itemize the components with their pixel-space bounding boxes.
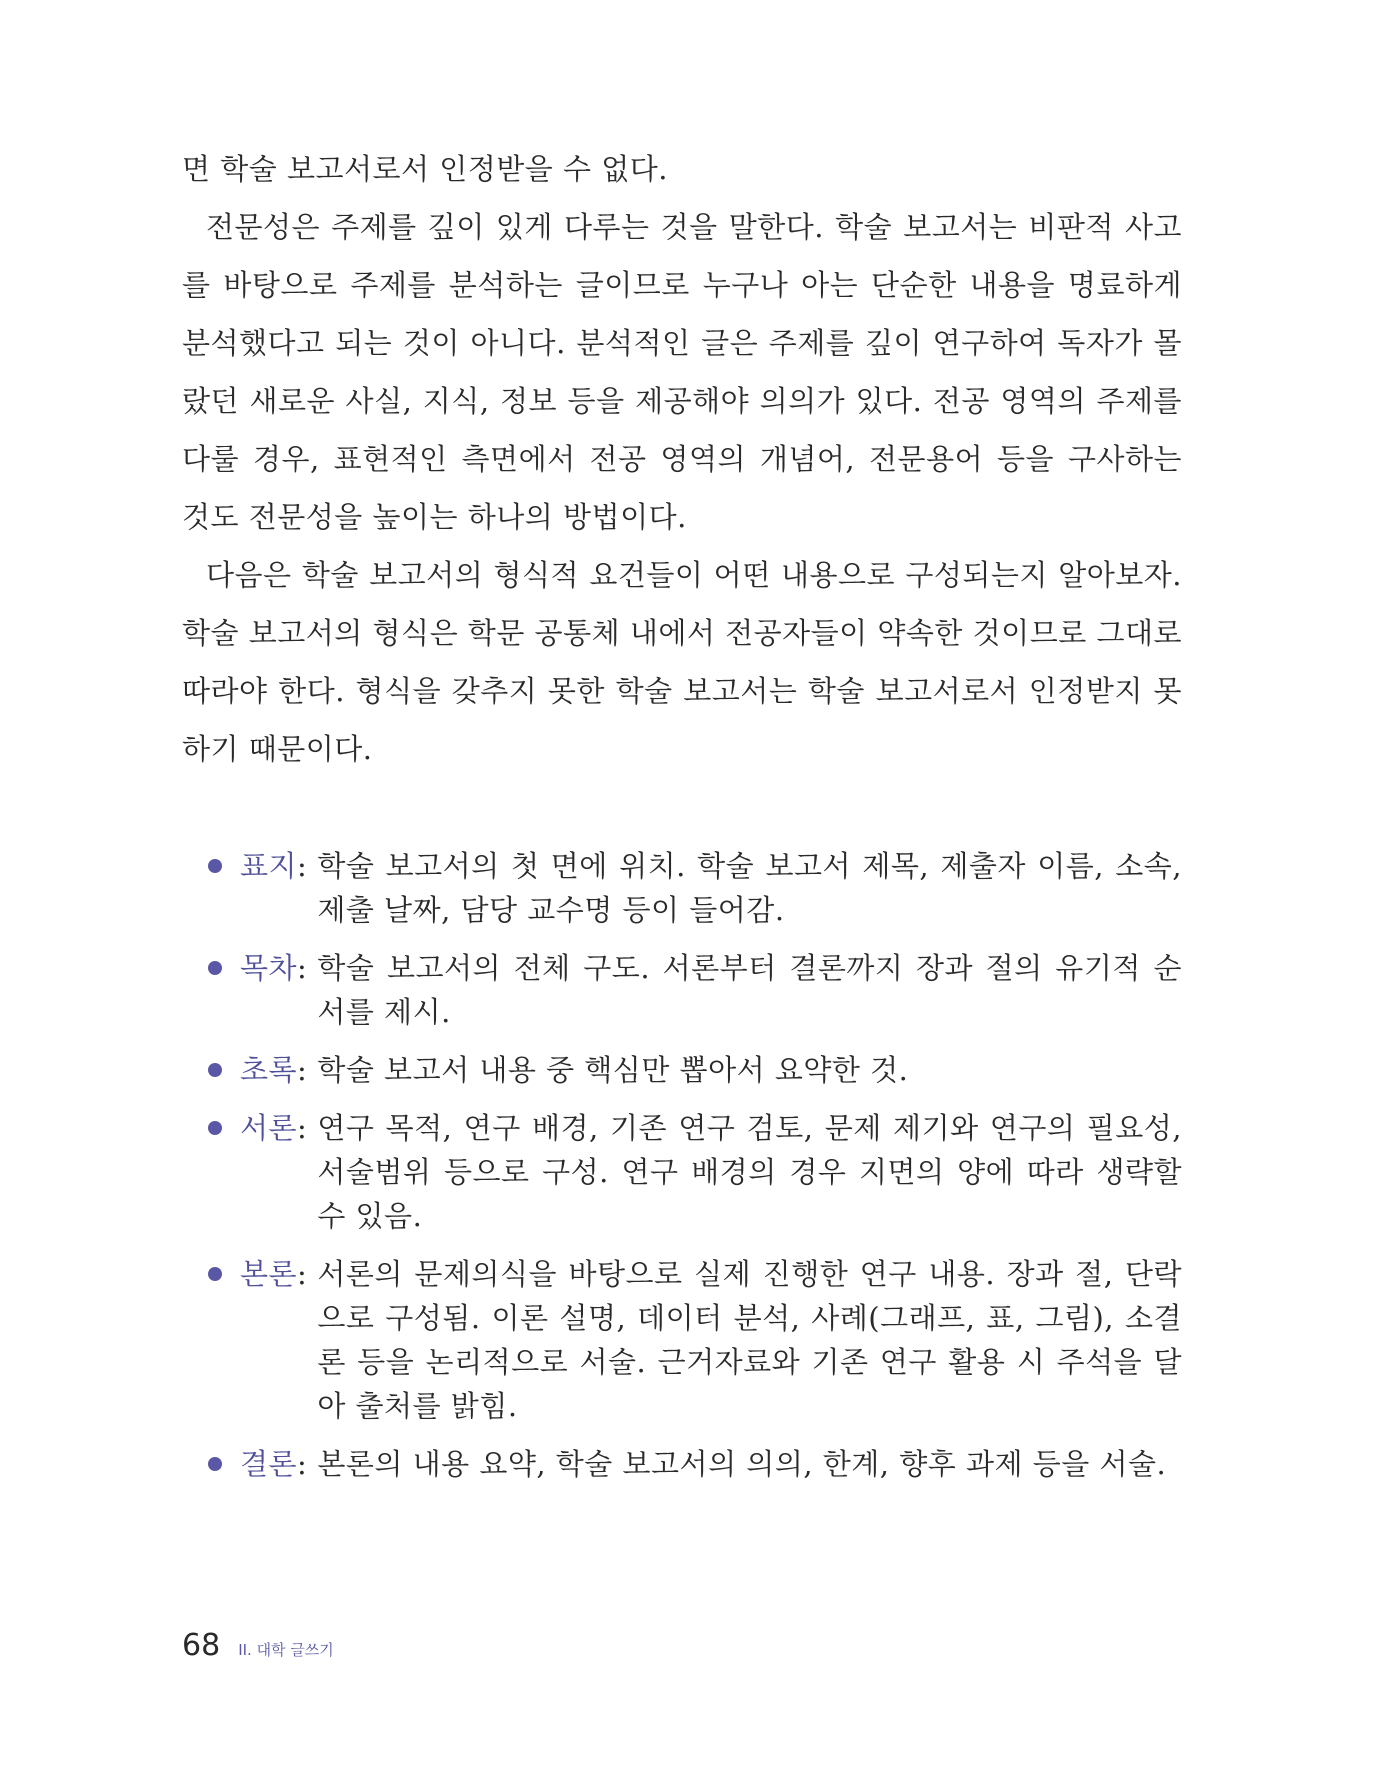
bullet-dot-icon [208,1063,222,1077]
bullet-description: 서론의 문제의식을 바탕으로 실제 진행한 연구 내용. 장과 절, 단락으로 구성됨. 이론 설명, 데이터 분석, 사례(그래프, 표, 그림), 소결론 등을 논리적으로 서술. 근거자료와 기존 연구 활용 시 주석을 달아 출처를 밝힘. [317,1257,1182,1423]
bullet-term: 목차 [240,951,298,985]
bullet-description: 학술 보고서의 전체 구도. 서론부터 결론까지 장과 절의 유기적 순서를 제시. [317,951,1182,1029]
bullet-colon: : [297,1447,308,1481]
paragraph-expertise: 전문성은 주제를 깊이 있게 다루는 것을 말한다. 학술 보고서는 비판적 사고를 바탕으로 주제를 분석하는 글이므로 누구나 아는 단순한 내용을 명료하게 분석했다고 되는 것이 아니다. 분석적인 글은 주제를 깊이 연구하여 독자가 몰랐던 새로운 사실, 지식, 정보 등을 제공해야 의의가 있다. 전공 영역의 주제를 다룰 경우, 표현적인 측면에서 전공 영역의 개념어, 전문용어 등을 구사하는 것도 전문성을 높이는 하나의 방법이다. [182,210,1182,534]
body-text [182,140,1182,778]
list-item [208,1442,1182,1486]
bullet-term: 본론 [240,1257,298,1291]
list-item [208,1252,1182,1428]
bullet-term: 서론 [240,1111,298,1145]
bullet-dot-icon [208,961,222,975]
bullet-colon: : [297,849,308,883]
list-item [208,844,1182,932]
bullet-dot-icon [208,1267,222,1281]
format-elements-list [208,844,1182,1500]
page-footer [182,1628,334,1663]
bullet-description: 학술 보고서의 첫 면에 위치. 학술 보고서 제목, 제출자 이름, 소속, 제출 날짜, 담당 교수명 등이 들어감. [317,849,1182,927]
bullet-colon: : [297,1257,308,1291]
bullet-term: 표지 [240,849,298,883]
list-item [208,946,1182,1034]
bullet-colon: : [297,951,308,985]
paragraph-format-intro: 다음은 학술 보고서의 형식적 요건들이 어떤 내용으로 구성되는지 알아보자. 학술 보고서의 형식은 학문 공통체 내에서 전공자들이 약속한 것이므로 그대로 따라야 한다. 형식을 갖추지 못한 학술 보고서는 학술 보고서로서 인정받지 못하기 때문이다. [182,558,1182,766]
bullet-dot-icon [208,1121,222,1135]
bullet-term: 결론 [240,1447,298,1481]
bullet-dot-icon [208,859,222,873]
section-title: II. 대학 글쓰기 [238,1641,334,1659]
page-number: 68 [182,1628,221,1663]
bullet-term: 초록 [240,1053,298,1087]
bullet-colon: : [297,1053,308,1087]
bullet-description: 학술 보고서 내용 중 핵심만 뽑아서 요약한 것. [317,1053,909,1087]
bullet-description: 본론의 내용 요약, 학술 보고서의 의의, 한계, 향후 과제 등을 서술. [317,1447,1167,1481]
list-item [208,1106,1182,1238]
bullet-description: 연구 목적, 연구 배경, 기존 연구 검토, 문제 제기와 연구의 필요성, 서술범위 등으로 구성. 연구 배경의 경우 지면의 양에 따라 생략할 수 있음. [317,1111,1182,1233]
paragraph-continuation: 면 학술 보고서로서 인정받을 수 없다. [182,152,669,186]
bullet-dot-icon [208,1457,222,1471]
bullet-colon: : [297,1111,308,1145]
list-item [208,1048,1182,1092]
